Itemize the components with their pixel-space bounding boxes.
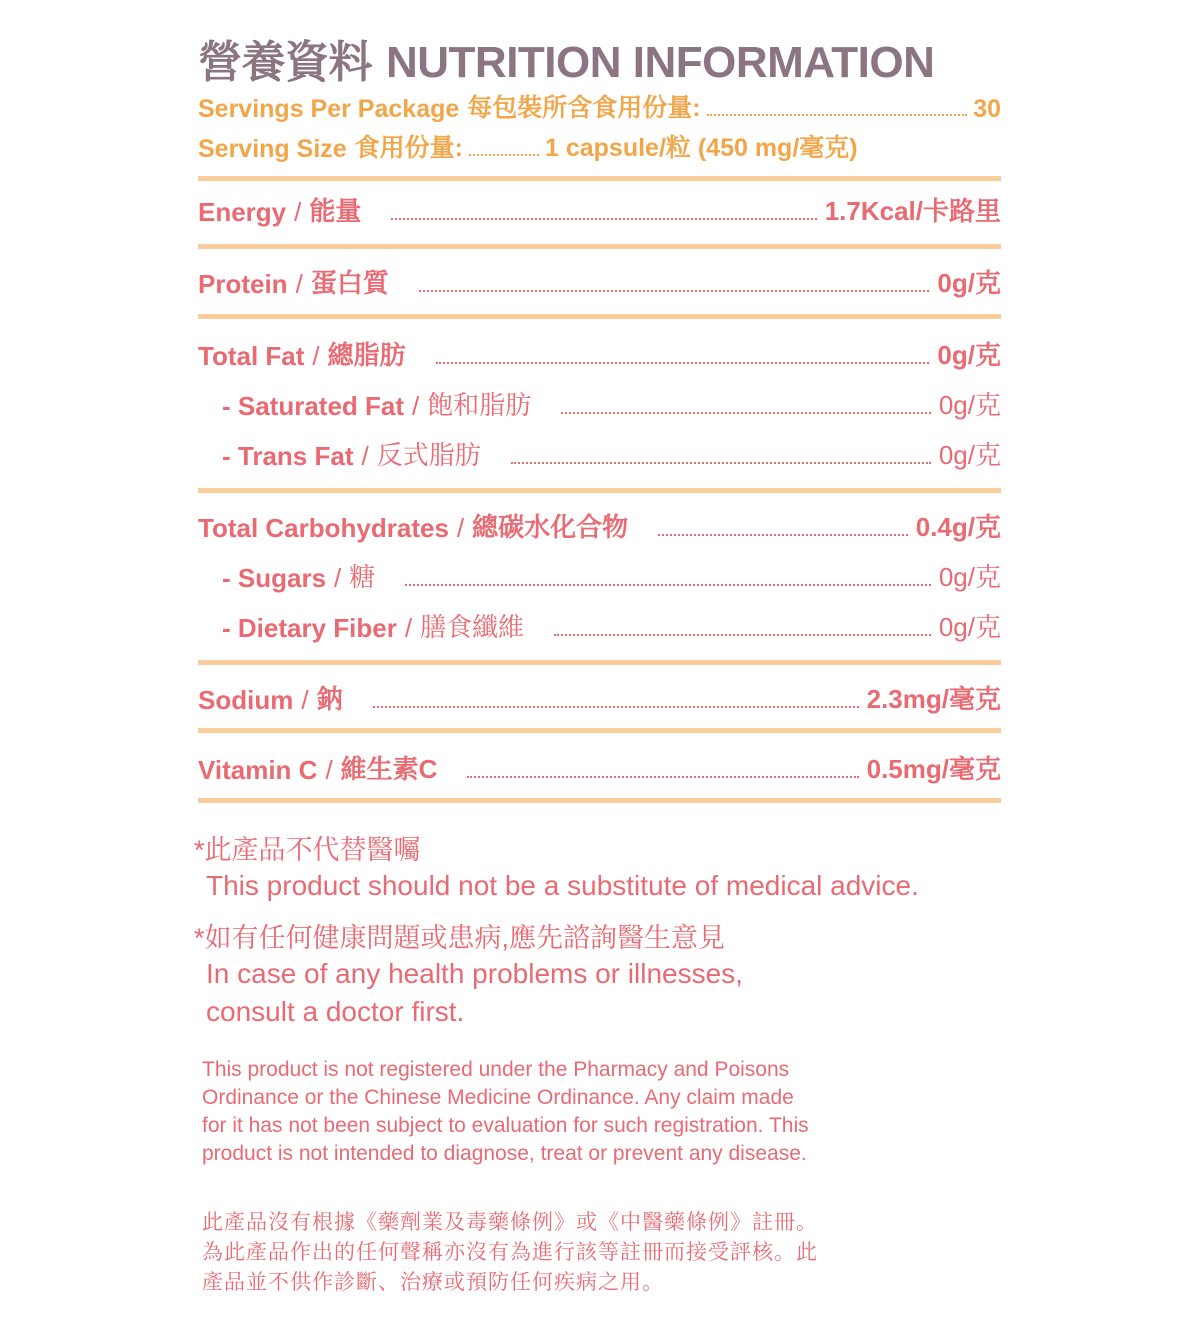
serving-size-value: 1 capsule/粒 (450 mg/毫克): [545, 134, 858, 162]
servings-per-package-label-cn: 每包裝所含食用份量:: [467, 94, 701, 122]
divider: [198, 660, 1001, 665]
dotted-leader: [373, 706, 859, 708]
slash: /: [456, 513, 465, 543]
divider: [198, 728, 1001, 733]
nutrient-name: Sodium: [198, 685, 294, 715]
divider: [198, 244, 1001, 249]
dotted-leader: [707, 114, 968, 116]
medical-advice-note: [194, 828, 919, 905]
nutrient-name-cn: 鈉: [316, 684, 343, 714]
slash: /: [412, 391, 420, 421]
nutrient-value: 0g/克: [938, 390, 1001, 420]
nutrient-name-cn: 膳食纖維: [420, 612, 525, 642]
nutrient-row-total-carbohydrates: [198, 508, 1001, 544]
divider: [198, 176, 1001, 181]
dotted-leader: [554, 634, 931, 636]
dotted-leader: [561, 412, 931, 414]
consult-doctor-note: [194, 916, 743, 1031]
servings-per-package-label-en: Servings Per Package: [198, 95, 460, 123]
dotted-leader: [391, 218, 816, 220]
nutrient-value: 0g/克: [937, 268, 1001, 298]
page-title: [198, 26, 1001, 90]
disclaimer-cn: 此產品沒有根據《藥劑業及毒藥條例》或《中醫藥條例》註冊。為此產品作出的任何聲稱亦沒有為進行該等註冊而接受評核。此產品並不供作診斷、治療或預防任何疾病之用。: [202, 1211, 818, 1294]
nutrient-value: 0g/克: [938, 440, 1001, 470]
slash: /: [294, 197, 302, 227]
nutrient-name: Protein: [198, 269, 288, 299]
title-cn: 營養資料: [198, 38, 372, 87]
servings-per-package-row: [198, 90, 1001, 124]
nutrient-name: - Trans Fat: [222, 441, 354, 471]
servings-per-package-value: 30: [973, 95, 1001, 123]
nutrient-name: Total Fat: [198, 341, 305, 371]
nutrient-row-energy: [198, 192, 1001, 228]
serving-size-row: [198, 130, 1001, 164]
nutrient-name: - Saturated Fat: [222, 391, 405, 421]
dotted-leader: [469, 154, 539, 156]
nutrient-name: Energy: [198, 197, 287, 227]
nutrient-name-cn: 總脂肪: [327, 340, 406, 370]
slash: /: [312, 341, 320, 371]
slash: /: [295, 269, 303, 299]
nutrient-name-cn: 維生素C: [340, 754, 438, 784]
note-en-line1: In case of any health problems or illnesses,: [206, 958, 743, 989]
nutrient-value: 1.7Kcal/卡路里: [824, 196, 1001, 226]
divider: [198, 488, 1001, 493]
note-cn: *如有任何健康問題或患病,應先諮詢醫生意見: [194, 923, 726, 953]
nutrient-name: - Dietary Fiber: [222, 613, 397, 643]
dotted-leader: [467, 776, 858, 778]
disclaimer-en: This product is not registered under the Pharmacy and Poisons Ordinance or the Chinese Medicine Ordinance. Any claim made for it has not been subject to evaluation for such registration. This product is not intended to diagnose, treat or prevent any disease.: [202, 1058, 809, 1165]
nutrient-value: 2.3mg/毫克: [866, 684, 1001, 714]
divider: [198, 314, 1001, 319]
dotted-leader: [436, 362, 930, 364]
nutrient-name-cn: 蛋白質: [310, 268, 389, 298]
nutrient-row-sugars: [222, 558, 1001, 594]
nutrient-row-protein: [198, 264, 1001, 300]
dotted-leader: [419, 290, 930, 292]
nutrient-value: 0.4g/克: [915, 512, 1001, 542]
nutrient-value: 0g/克: [937, 340, 1001, 370]
nutrient-value: 0g/克: [938, 562, 1001, 592]
slash: /: [361, 441, 369, 471]
nutrient-name-cn: 總碳水化合物: [472, 512, 629, 542]
nutrient-name-cn: 反式脂肪: [376, 440, 481, 470]
note-en-line2: consult a doctor first.: [206, 996, 465, 1027]
nutrient-name-cn: 能量: [309, 196, 362, 226]
nutrient-value: 0g/克: [938, 612, 1001, 642]
nutrient-value: 0.5mg/毫克: [866, 754, 1001, 784]
nutrient-name-cn: 糖: [349, 562, 376, 592]
dotted-leader: [658, 534, 908, 536]
nutrient-name: Total Carbohydrates: [198, 513, 449, 543]
slash: /: [325, 755, 333, 785]
nutrient-row-trans-fat: [222, 436, 1001, 472]
dotted-leader: [511, 462, 931, 464]
slash: /: [301, 685, 309, 715]
nutrient-row-dietary-fiber: [222, 608, 1001, 644]
slash: /: [334, 563, 342, 593]
nutrient-row-total-fat: [198, 336, 1001, 372]
nutrient-name: Vitamin C: [198, 755, 318, 785]
dotted-leader: [405, 584, 931, 586]
note-cn: *此產品不代替醫囑: [194, 835, 421, 865]
nutrient-row-vitamin-c: [198, 750, 1001, 786]
note-en: This product should not be a substitute of medical advice.: [206, 870, 919, 901]
serving-size-label-cn: 食用份量:: [354, 134, 463, 162]
divider: [198, 798, 1001, 803]
nutrient-name-cn: 飽和脂肪: [427, 390, 532, 420]
nutrient-name: - Sugars: [222, 563, 327, 593]
slash: /: [404, 613, 413, 643]
nutrient-row-saturated-fat: [222, 386, 1001, 422]
title-en: NUTRITION INFORMATION: [386, 38, 935, 87]
nutrient-row-sodium: [198, 680, 1001, 716]
serving-size-label-en: Serving Size: [198, 135, 347, 163]
